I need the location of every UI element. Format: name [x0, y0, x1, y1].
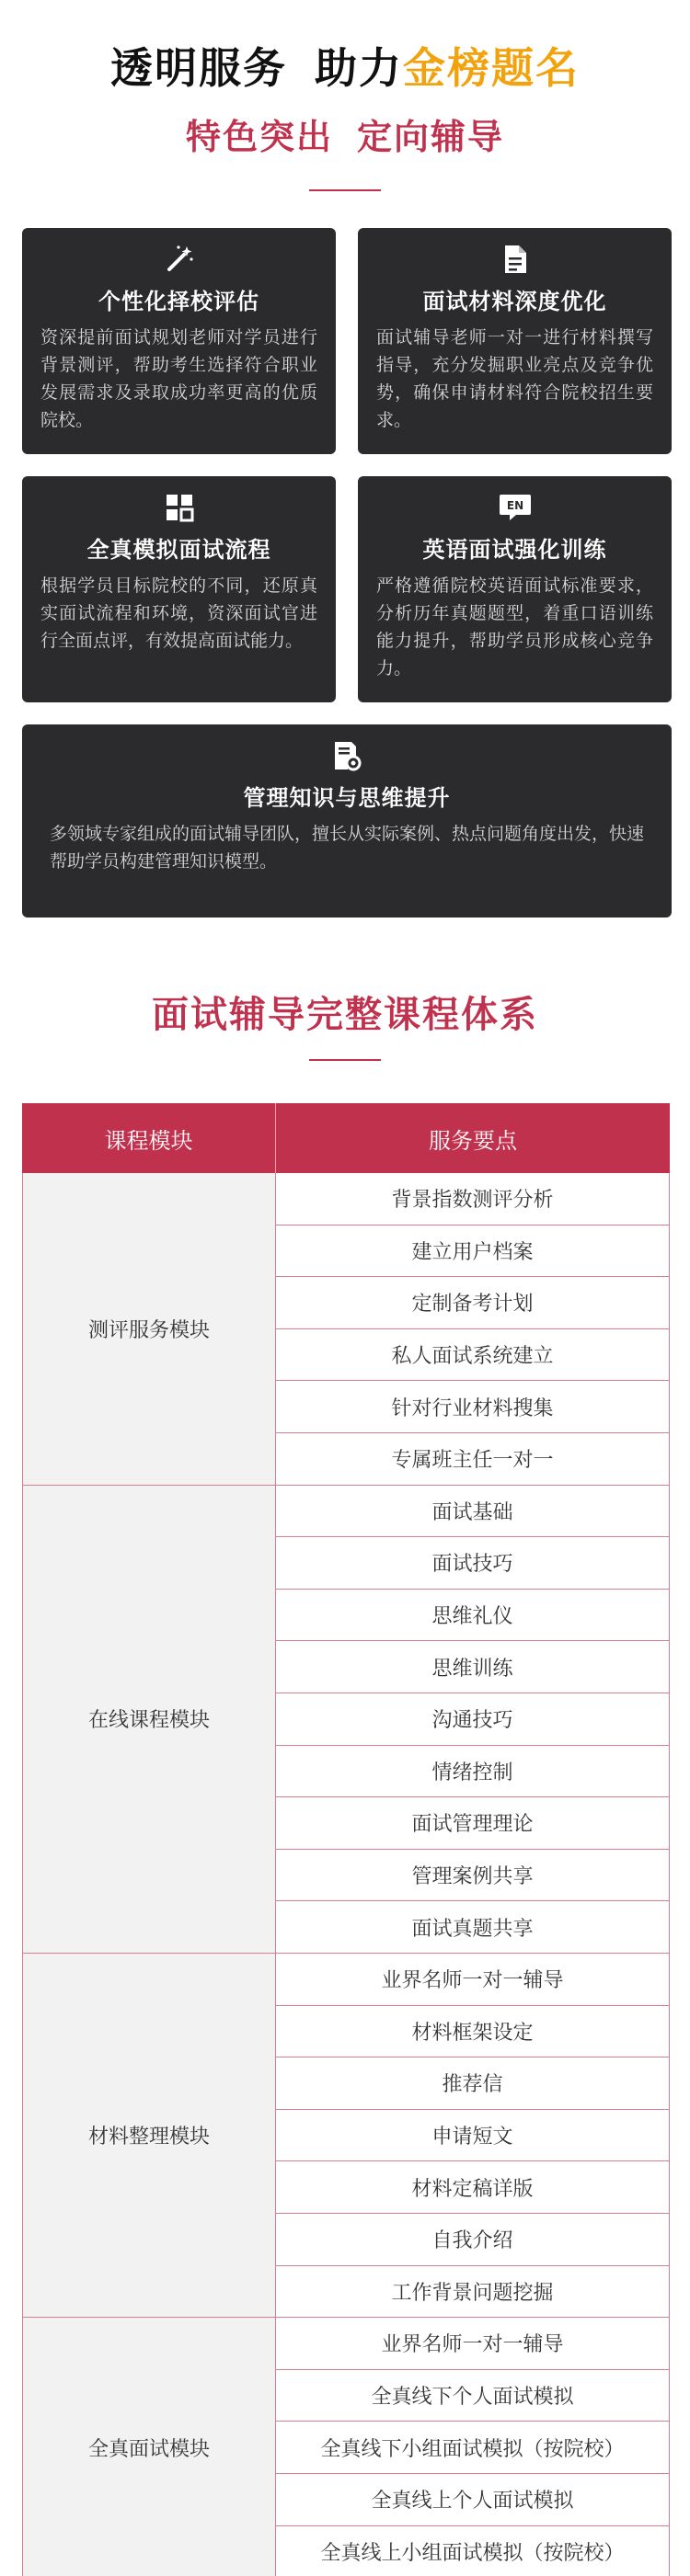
- curriculum-title: 面试辅导完整课程体系: [152, 994, 538, 1036]
- feature-card-title: 面试材料深度优化: [422, 289, 607, 314]
- table-row: 工作背景问题挖掘: [276, 2266, 670, 2319]
- feature-card-title: 个性化择校评估: [98, 289, 259, 314]
- feature-card-title: 英语面试强化训练: [422, 537, 607, 563]
- table-row: 推荐信: [276, 2057, 670, 2110]
- table-header-module: 课程模块: [22, 1103, 276, 1173]
- table-row: 自我介绍: [276, 2214, 670, 2266]
- table-module-cell: 测评服务模块: [22, 1173, 276, 1486]
- svg-text:EN: EN: [506, 499, 523, 512]
- table-row: 面试管理理论: [276, 1797, 670, 1850]
- feature-card-body: 根据学员目标院校的不同，还原真实面试流程和环境，资深面试官进行全面点评，有效提高面试能力。: [40, 576, 317, 651]
- table-row: 全真线上小组面试模拟（按院校）: [276, 2526, 670, 2576]
- settings-doc-icon: [328, 737, 365, 774]
- feature-card-body: 严格遵循院校英语面试标准要求，分析历年真题题型，着重口语训练能力提升，帮助学员形成核心竞争力。: [376, 576, 653, 678]
- magic-wand-icon: [161, 241, 198, 278]
- table-module-cell: 材料整理模块: [22, 1954, 276, 2318]
- hero-subtitle: [0, 108, 690, 159]
- table-module-cell: 全真面试模块: [22, 2318, 276, 2576]
- table-row: 全真线下个人面试模拟: [276, 2370, 670, 2422]
- feature-card-school-assessment: [22, 228, 336, 454]
- table-row: 沟通技巧: [276, 1693, 670, 1746]
- table-row: 面试真题共享: [276, 1901, 670, 1954]
- table-row: 思维礼仪: [276, 1590, 670, 1642]
- feature-card-mock-interview: [22, 476, 336, 702]
- curriculum-divider: [309, 1059, 381, 1061]
- grid-icon: [161, 489, 198, 526]
- feature-card-management-thinking: [22, 724, 672, 918]
- document-icon: [497, 241, 534, 278]
- table-row: 针对行业材料搜集: [276, 1381, 670, 1433]
- table-module-cell: 在线课程模块: [22, 1486, 276, 1954]
- table-row: 申请短文: [276, 2110, 670, 2162]
- table-row: 全真线下小组面试模拟（按院校）: [276, 2422, 670, 2474]
- table-row: 专属班主任一对一: [276, 1433, 670, 1486]
- hero-subtitle-part1: 特色突出: [185, 117, 333, 157]
- en-bubble-icon: [497, 489, 534, 526]
- table-row: 材料定稿详版: [276, 2161, 670, 2214]
- feature-card-body: 资深提前面试规划老师对学员进行背景测评，帮助考生选择符合职业发展需求及录取成功率更高的优质院校。: [40, 327, 317, 430]
- feature-card-body: 面试辅导老师一对一进行材料撰写指导，充分发掘职业亮点及竞争优势，确保申请材料符合院校招生要求。: [376, 327, 653, 430]
- hero-subtitle-part2: 定向辅导: [357, 117, 505, 157]
- hero-title: [0, 35, 690, 96]
- hero-divider: [309, 189, 381, 191]
- hero-title-part1: 透明服务: [110, 43, 287, 93]
- hero-title-part2: 助力: [315, 43, 403, 93]
- table-header-points: 服务要点: [276, 1103, 670, 1173]
- table-row: 业界名师一对一辅导: [276, 2318, 670, 2370]
- table-row: 私人面试系统建立: [276, 1329, 670, 1382]
- table-row: 思维训练: [276, 1641, 670, 1693]
- feature-card-title: 管理知识与思维提升: [243, 785, 451, 811]
- table-row: 建立用户档案: [276, 1225, 670, 1278]
- feature-card-english-training: [358, 476, 672, 702]
- feature-card-title: 全真模拟面试流程: [86, 537, 271, 563]
- table-row: 业界名师一对一辅导: [276, 1954, 670, 2006]
- table-row: 定制备考计划: [276, 1277, 670, 1329]
- feature-card-material-optimization: [358, 228, 672, 454]
- table-row: 背景指数测评分析: [276, 1173, 670, 1225]
- table-row: 情绪控制: [276, 1746, 670, 1798]
- table-row: 管理案例共享: [276, 1850, 670, 1902]
- feature-card-body: 多领域专家组成的面试辅导团队，擅长从实际案例、热点问题角度出发，快速帮助学员构建管理知识模型。: [50, 824, 645, 872]
- table-row: 全真线上个人面试模拟: [276, 2474, 670, 2526]
- table-row: 材料框架设定: [276, 2006, 670, 2058]
- table-row: 面试技巧: [276, 1537, 670, 1590]
- hero-title-gold: 金榜题名: [403, 43, 580, 93]
- table-row: 面试基础: [276, 1486, 670, 1538]
